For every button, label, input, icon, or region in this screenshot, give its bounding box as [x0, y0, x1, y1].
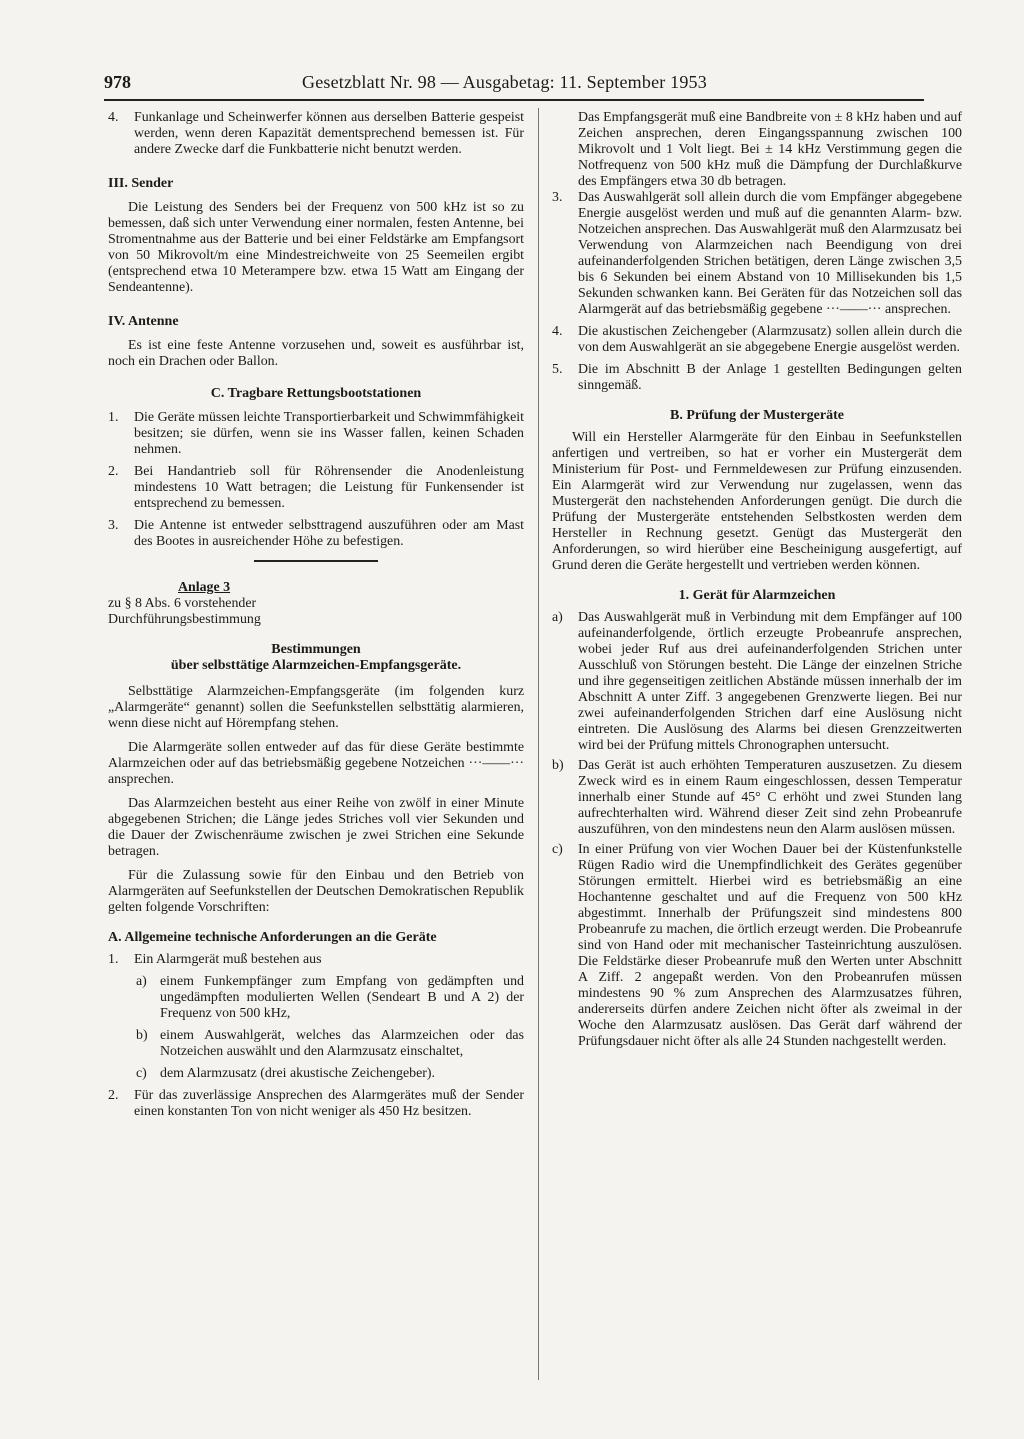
- item-text: Die Geräte müssen leichte Transportierbarkeit und Schwimmfähigkeit besitzen; sie dürfen, wenn sie ins Wasser fallen, keinen Schaden nehmen.: [134, 410, 524, 457]
- list-item: [108, 518, 524, 550]
- paragraph: Will ein Hersteller Alarmgeräte für den Einbau in Seefunkstellen anfertigen und vertreiben, so hat er vorher ein Mustergerät dem Ministerium für Post- und Fernmeldewesen zur Prüfung einzusenden. Ein Alarmgerät wird zur Verwendung nur zugelassen, wenn das Mustergerät den nachstehenden Anforderungen genügt. Die durch die Prüfung der Mustergeräte entstehenden Selbstkosten werden dem Hersteller in Rechnung gesetzt. Genügt das Mustergerät den Anforderungen, so wird hierüber eine Bescheinigung ausgefertigt, auf Grund deren die Geräte hergestellt und vertrieben werden können.: [552, 430, 962, 573]
- section-heading-c: C. Tragbare Rettungsbootstationen: [210, 386, 422, 401]
- list-item: [552, 610, 962, 754]
- paragraph: Das Alarmzeichen besteht aus einer Reihe von zwölf in einer Minute abgegebenen Strichen; die Länge jedes Striches voll vier Sekunden und die Dauer der Zwischenräume zwischen je zwei Strichen eine Sekunde betragen.: [108, 796, 524, 859]
- item-number: 4.: [108, 110, 119, 125]
- item-number: 2.: [108, 1088, 119, 1103]
- sub-item: [136, 1066, 524, 1082]
- item-text: Die im Abschnitt B der Anlage 1 gestellten Bedingungen gelten sinngemäß.: [578, 362, 962, 393]
- item-number: 5.: [552, 362, 563, 377]
- document-title: Bestimmungen: [271, 642, 361, 657]
- c-items-list: [108, 410, 524, 550]
- section-heading-b: B. Prüfung der Mustergeräte: [670, 408, 844, 423]
- paragraph: Selbsttätige Alarmzeichen-Empfangsgeräte (im folgenden kurz „Alarmgeräte“ genannt) sollen die Seefunkstellen selbsttätig alarmieren, wenn diese nicht auf Hörempfang stehen.: [108, 684, 524, 731]
- gazette-title: Gesetzblatt Nr. 98 — Ausgabetag: 11. September 1953: [302, 72, 707, 92]
- list-item: [108, 464, 524, 512]
- list-item: [108, 110, 524, 158]
- sub-item: [136, 974, 524, 1022]
- list-item: [552, 842, 962, 1050]
- item-text: Das Auswahlgerät soll allein durch die vom Empfänger abgegebene Energie ausgelöst werden und muß auf die genannten Alarm- bzw. Notzeichen ansprechen. Das Auswahlgerät muß den Alarmzusatz bei Verwendung von Alarmzeichen nach Beendigung von drei aufeinanderfolgenden Strichen betätigen, deren Länge zwischen 3,5 bis 6 Sekunden bei einem Abstand von 10 Millisekunden bis 1,5 Sekunden schwanken kann. Bei Geräten für das Notzeichen soll das Alarmgerät auf das betriebsmäßig gegebene ···––––··· ansprechen.: [578, 190, 962, 317]
- sub-item: [136, 1028, 524, 1060]
- page-number: 978: [104, 72, 131, 92]
- item-text: Funkanlage und Scheinwerfer können aus derselben Batterie gespeist werden, wenn deren Kapazität dementsprechend bemessen ist. Für andere Zwecke darf die Funkbatterie nicht benutzt werden.: [134, 110, 524, 157]
- list-item: [552, 324, 962, 356]
- item-letter: c): [552, 842, 563, 857]
- item-text: Das Auswahlgerät muß in Verbindung mit dem Empfänger auf 100 aufeinanderfolgende, örtlich erzeugte Probeanrufe ansprechen, wobei jeder Ruf aus drei aufeinanderfolgenden Strichen unter Ausschluß von Störungen besteht. Die Länge der einzelnen Striche und ihre gegenseitigen zeitlichen Abstände müssen innerhalb der im Abschnitt A unter Ziff. 3 angegebenen Grenzwerte liegen. Bei nur zwei aufeinanderfolgenden Strichen darf eine Auslösung nicht eintreten. Die Auslösung des Alarms bei diesen Grenzzeitwerten wird bei der Prüfung mittels Chronographen untersucht.: [578, 610, 962, 753]
- left-column: [108, 110, 524, 1120]
- item-text: Das Gerät ist auch erhöhten Temperaturen auszusetzen. Zu diesem Zweck wird es in einem Raum eingeschlossen, dessen Temperatur innerhalb einer Stunde auf 45° C erhöht und zwei Stunden lang aufrechterhalten wird. Während dieser Zeit sind zehn Probeanrufe auszuführen, von den mindestens neun den Alarm auslösen müssen.: [578, 758, 962, 837]
- item-number: 3.: [552, 190, 563, 205]
- sub-item-text: dem Alarmzusatz (drei akustische Zeichengeber).: [160, 1066, 435, 1081]
- list-item: [552, 190, 962, 318]
- paragraph: Die Leistung des Senders bei der Frequenz von 500 kHz ist so zu bemessen, daß sich unter Verwendung einer normalen, festen Antenne, bei Stromentnahme aus der Batterie und bei einer Feldstärke am Empfangsort von 50 Mikrovolt/m eine Mindestreichweite von 25 Seemeilen ergibt (entsprechend etwa 10 Meterampere bzw. etwa 15 Watt am Eingang der Sendeantenne).: [108, 200, 524, 295]
- list-item: [108, 410, 524, 458]
- section-heading-antenne: IV. Antenne: [108, 314, 179, 329]
- item-number: 2.: [108, 464, 119, 479]
- item-text: Ein Alarmgerät muß bestehen aus: [134, 952, 322, 967]
- paragraph: Es ist eine feste Antenne vorzusehen und, soweit es ausführbar ist, noch ein Drachen oder Ballon.: [108, 338, 524, 369]
- paragraph: Die Alarmgeräte sollen entweder auf das für diese Geräte bestimmte Alarmzeichen oder auf das betriebsmäßig gegebene Notzeichen ···––––··· ansprechen.: [108, 740, 524, 787]
- item-number: 4.: [552, 324, 563, 339]
- item-text: Bei Handantrieb soll für Röhrensender die Anodenleistung mindestens 10 Watt betragen; die Leistung für Funkensender ist entsprechend zu bemessen.: [134, 464, 524, 511]
- item-letter: a): [552, 610, 563, 625]
- item-text: Die Antenne ist entweder selbsttragend auszuführen oder am Mast des Bootes in ausreichender Höhe zu befestigen.: [134, 518, 524, 549]
- item-text: Für das zuverlässige Ansprechen des Alarmgerätes muß der Sender einen konstanten Ton von nicht weniger als 450 Hz besitzen.: [134, 1088, 524, 1119]
- sub-item-letter: c): [136, 1066, 147, 1081]
- sub-item-letter: b): [136, 1028, 148, 1043]
- list-item: [552, 362, 962, 394]
- paragraph: Für die Zulassung sowie für den Einbau und den Betrieb von Alarmgeräten auf Seefunkstellen der Deutschen Demokratischen Republik gelten folgende Vorschriften:: [108, 868, 524, 915]
- section-heading-a: A. Allgemeine technische Anforderungen an die Geräte: [108, 930, 437, 945]
- list-item: [552, 758, 962, 838]
- page-header: [104, 72, 924, 102]
- right-column: [552, 110, 962, 1050]
- item-text: In einer Prüfung von vier Wochen Dauer bei der Küstenfunkstelle Rügen Radio wird die Unempfindlichkeit des Gerätes gegenüber Störungen ermittelt. Hierbei wird es betriebsmäßig an eine Hochantenne geschaltet und auf die Frequenz von 500 kHz abgestimmt. Innerhalb der Prüfungszeit sind mindestens 800 Probeanrufe zu machen, die örtlich erzeugt werden. Die Probeanrufe sind von Hand oder mit mechanischer Tasteinrichtung auszulösen. Die Feldstärke dieser Probeanrufe muß den Werten unter Abschnitt A Ziff. 2 angepaßt werden. Von den Probeanrufen müssen mindestens 90 % zum Ansprechen des Alarmzusatzes führen, andererseits dürfen andere Zeichen nicht öfter als zweimal in der Woche den Alarmzusatz auslösen. Das Gerät darf während der Prüfungsdauer nicht öfter als alle 24 Stunden nachgestellt werden.: [578, 842, 962, 1049]
- document-subtitle: über selbsttätige Alarmzeichen-Empfangsgeräte.: [170, 658, 462, 673]
- item-text: Die akustischen Zeichengeber (Alarmzusatz) sollen allein durch die von dem Auswahlgerät an sie abgegebene Energie ausgelöst werden.: [578, 324, 962, 355]
- header-rule: [104, 99, 924, 101]
- section-rule: [254, 560, 378, 562]
- sub-item-text: einem Funkempfänger zum Empfang von gedämpften und ungedämpften modulierten Wellen (Sendeart B und A 2) der Frequenz von 500 kHz,: [160, 974, 524, 1021]
- anlage-reference: zu § 8 Abs. 6 vorstehender Durchführungsbestimmung: [108, 596, 261, 627]
- section-heading-geraet: 1. Gerät für Alarmzeichen: [678, 588, 836, 603]
- column-divider: [538, 108, 539, 1380]
- item-number: 1.: [108, 952, 119, 967]
- item-number: 3.: [108, 518, 119, 533]
- list-item: [108, 1088, 524, 1120]
- sub-item-text: einem Auswahlgerät, welches das Alarmzeichen oder das Notzeichen auswählt und den Alarmzusatz einschaltet,: [160, 1028, 524, 1059]
- item-number: 1.: [108, 410, 119, 425]
- item-letter: b): [552, 758, 564, 773]
- paragraph: Das Empfangsgerät muß eine Bandbreite von ± 8 kHz haben und auf Zeichen ansprechen, deren Eingangsspannung zwischen 100 Mikrovolt und 1 Volt liegt. Bei ± 14 kHz Verstimmung gegen die Notfrequenz von 500 kHz muß die Dämpfung der Durchlaßkurve des Empfängers etwa 30 db betragen.: [578, 110, 962, 189]
- anlage-title: Anlage 3: [178, 580, 231, 595]
- sub-item-letter: a): [136, 974, 147, 989]
- list-item: [108, 952, 524, 968]
- section-heading-sender: III. Sender: [108, 176, 174, 191]
